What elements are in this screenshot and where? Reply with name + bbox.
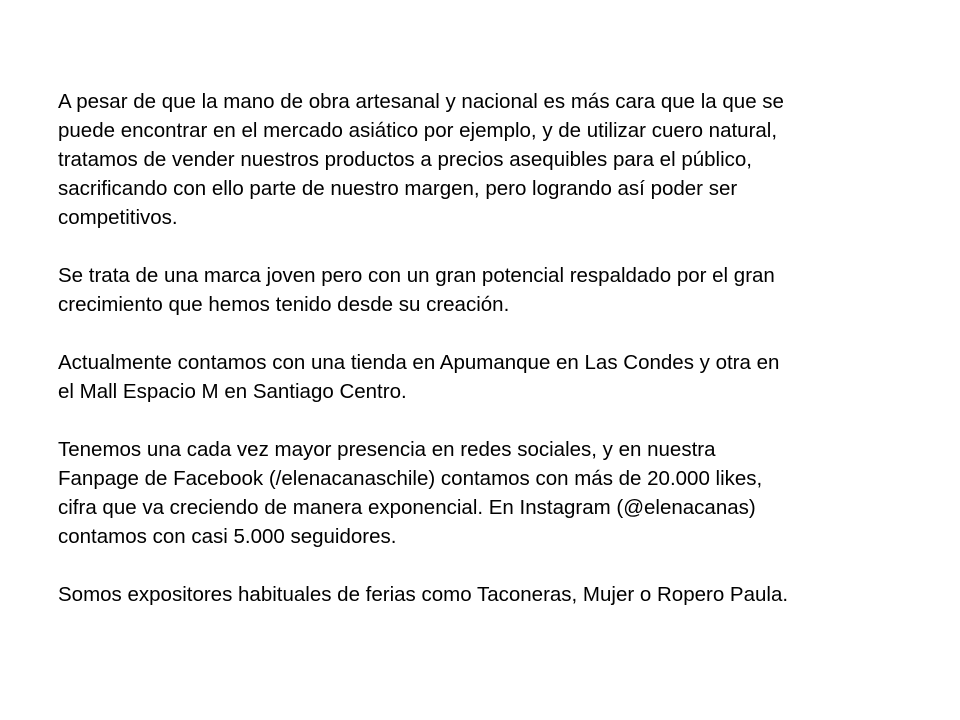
paragraph-fairs <box>58 580 928 609</box>
text-line: tratamos de vender nuestros productos a precios asequibles para el público, <box>58 148 752 171</box>
text-line: puede encontrar en el mercado asiático por ejemplo, y de utilizar cuero natural, <box>58 119 778 142</box>
text-line: Se trata de una marca joven pero con un gran potencial respaldado por el gran <box>58 264 775 287</box>
text-line: competitivos. <box>58 206 178 229</box>
paragraph-pricing <box>58 87 928 232</box>
text-line: el Mall Espacio M en Santiago Centro. <box>58 380 407 403</box>
text-line: A pesar de que la mano de obra artesanal y nacional es más cara que la que se <box>58 90 784 113</box>
text-line: contamos con casi 5.000 seguidores. <box>58 525 397 548</box>
text-line: cifra que va creciendo de manera exponencial. En Instagram (@elenacanas) <box>58 496 756 519</box>
text-body <box>58 87 928 609</box>
text-line: Somos expositores habituales de ferias como Taconeras, Mujer o Ropero Paula. <box>58 583 789 606</box>
paragraph-brand <box>58 261 928 319</box>
text-line: Actualmente contamos con una tienda en Apumanque en Las Condes y otra en <box>58 351 780 374</box>
text-line: Fanpage de Facebook (/elenacanaschile) contamos con más de 20.000 likes, <box>58 467 763 490</box>
text-line: Tenemos una cada vez mayor presencia en redes sociales, y en nuestra <box>58 438 716 461</box>
text-line: crecimiento que hemos tenido desde su creación. <box>58 293 510 316</box>
paragraph-stores <box>58 348 928 406</box>
paragraph-social <box>58 435 928 551</box>
text-line: sacrificando con ello parte de nuestro margen, pero logrando así poder ser <box>58 177 738 200</box>
